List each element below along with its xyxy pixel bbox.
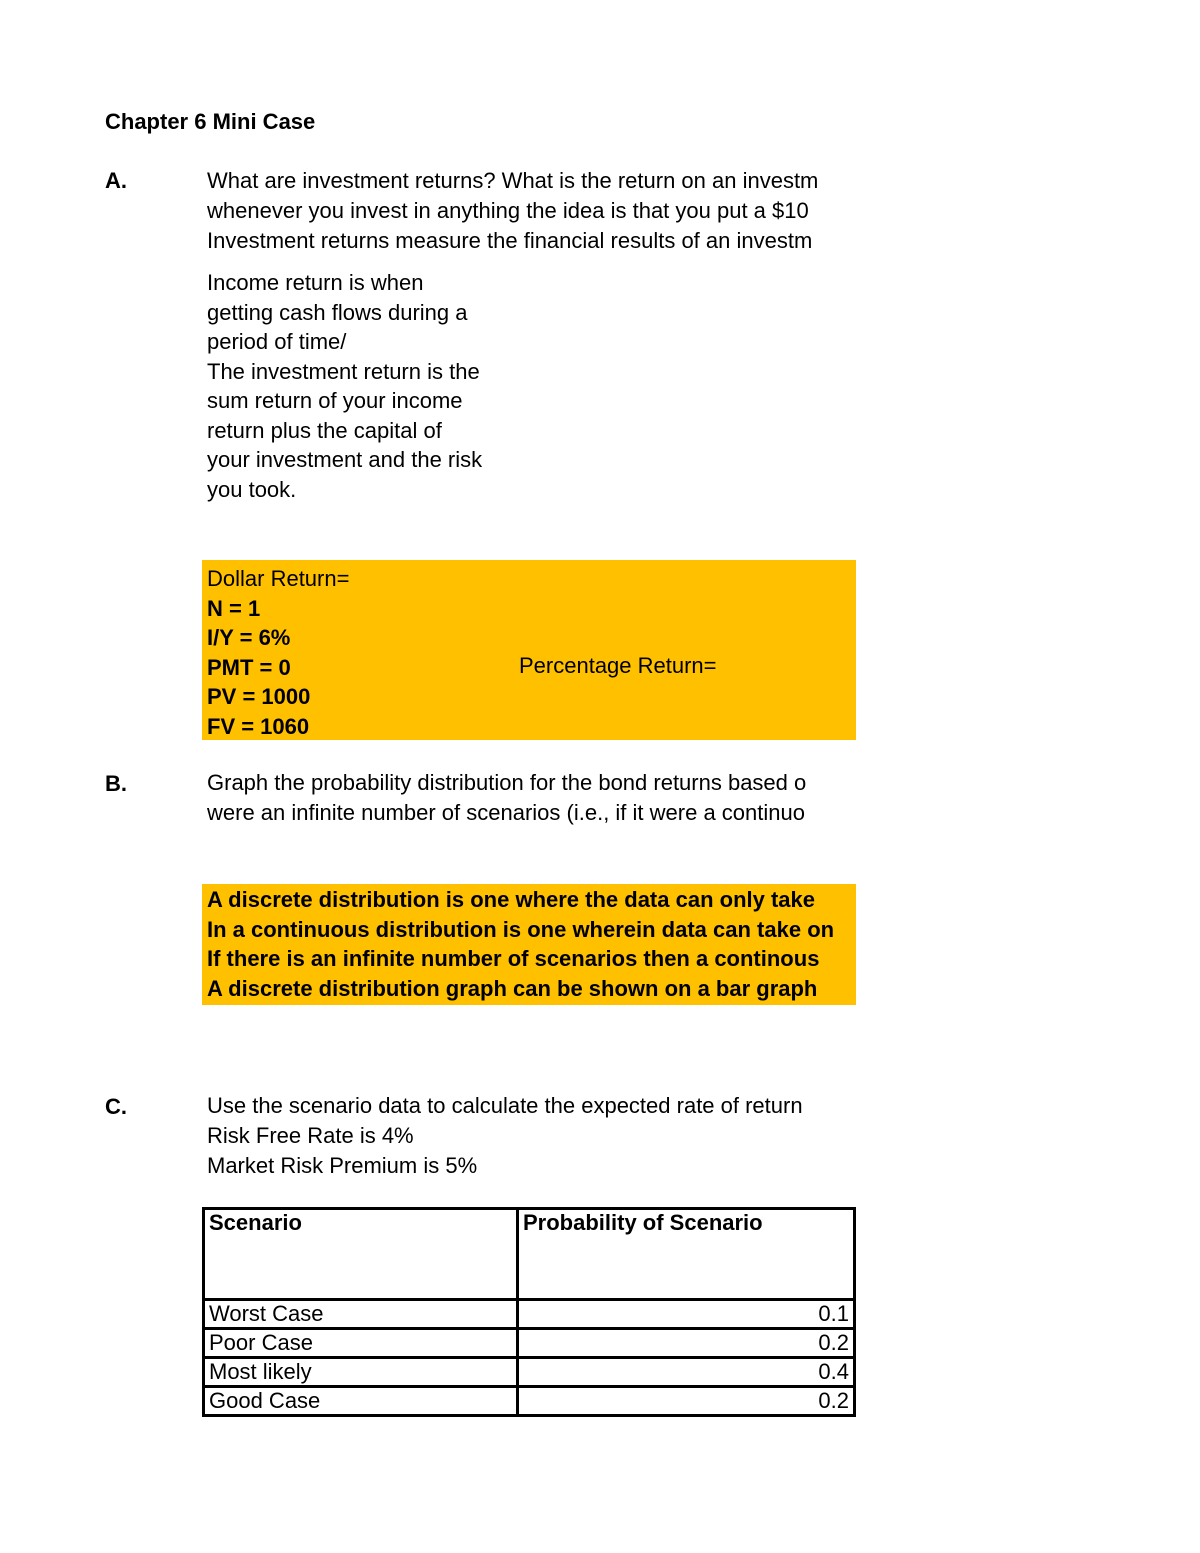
section-b-answer-line: A discrete distribution graph can be shown on a bar graph (207, 975, 818, 1001)
scenario-cell: Good Case (204, 1387, 518, 1416)
section-a-answer-line: your investment and the risk (207, 447, 483, 472)
section-b-answer (207, 885, 834, 1003)
section-a-question-line: Investment returns measure the financial results of an investm (207, 228, 813, 253)
scenario-cell: Worst Case (204, 1300, 518, 1329)
market-risk-premium: Market Risk Premium is 5% (207, 1153, 478, 1178)
scenario-cell: Poor Case (204, 1329, 518, 1358)
calc-input: N = 1 (207, 595, 261, 621)
risk-free-rate: Risk Free Rate is 4% (207, 1123, 414, 1148)
calc-input: FV = 1060 (207, 713, 310, 739)
table-row (204, 1329, 855, 1358)
calc-box-left (207, 564, 349, 741)
table-row (204, 1358, 855, 1387)
section-a-label: A. (105, 168, 127, 193)
probability-cell: 0.2 (518, 1387, 855, 1416)
section-b-question-line: Graph the probability distribution for the bond returns based o (207, 770, 807, 795)
section-a-answer-line: sum return of your income (207, 388, 463, 413)
probability-cell: 0.4 (518, 1358, 855, 1387)
page-title: Chapter 6 Mini Case (105, 109, 316, 134)
scenario-table (202, 1207, 856, 1417)
section-a-answer-line: period of time/ (207, 329, 347, 354)
section-a-answer-line: getting cash flows during a (207, 299, 468, 325)
table-row (204, 1387, 855, 1416)
table-row (204, 1300, 855, 1329)
header-probability: Probability of Scenario (518, 1209, 855, 1300)
section-b-answer-box (202, 884, 856, 1005)
section-c-label: C. (105, 1094, 127, 1119)
section-b-answer-line: A discrete distribution is one where the data can only take (207, 887, 815, 912)
section-a-answer-line: you took. (207, 476, 297, 502)
calc-box (202, 560, 856, 740)
calc-input: PV = 1000 (207, 684, 311, 709)
section-b-label: B. (105, 771, 127, 796)
section-a-question (207, 166, 856, 256)
section-a-answer-line: The investment return is the (207, 358, 480, 384)
section-a-question-line: What are investment returns? What is the return on an investm (207, 168, 819, 193)
calc-input: I/Y = 6% (207, 625, 291, 650)
probability-cell: 0.2 (518, 1329, 855, 1358)
section-b-question (207, 768, 856, 828)
section-a-question-line: whenever you invest in anything the idea is that you put a $10 (207, 198, 809, 223)
section-a-answer-line: return plus the capital of (207, 417, 442, 443)
section-b-answer-line: If there is an infinite number of scenarios then a continous (207, 946, 820, 971)
section-b-answer-line: In a continuous distribution is one wherein data can take on (207, 916, 835, 942)
dollar-return-label: Dollar Return= (207, 566, 350, 591)
section-c-question (207, 1091, 856, 1181)
calc-input: PMT = 0 (207, 654, 291, 680)
section-a-answer (207, 268, 482, 504)
section-b-question-line: were an infinite number of scenarios (i.e., if it were a continuo (207, 800, 805, 825)
probability-cell: 0.1 (518, 1300, 855, 1329)
section-c-question-line: Use the scenario data to calculate the expected rate of return (207, 1093, 803, 1118)
scenario-cell: Most likely (204, 1358, 518, 1387)
header-scenario: Scenario (204, 1209, 518, 1300)
table-header-row (204, 1209, 855, 1300)
percentage-return-label: Percentage Return= (519, 653, 717, 678)
section-a-answer-line: Income return is when (207, 270, 424, 295)
